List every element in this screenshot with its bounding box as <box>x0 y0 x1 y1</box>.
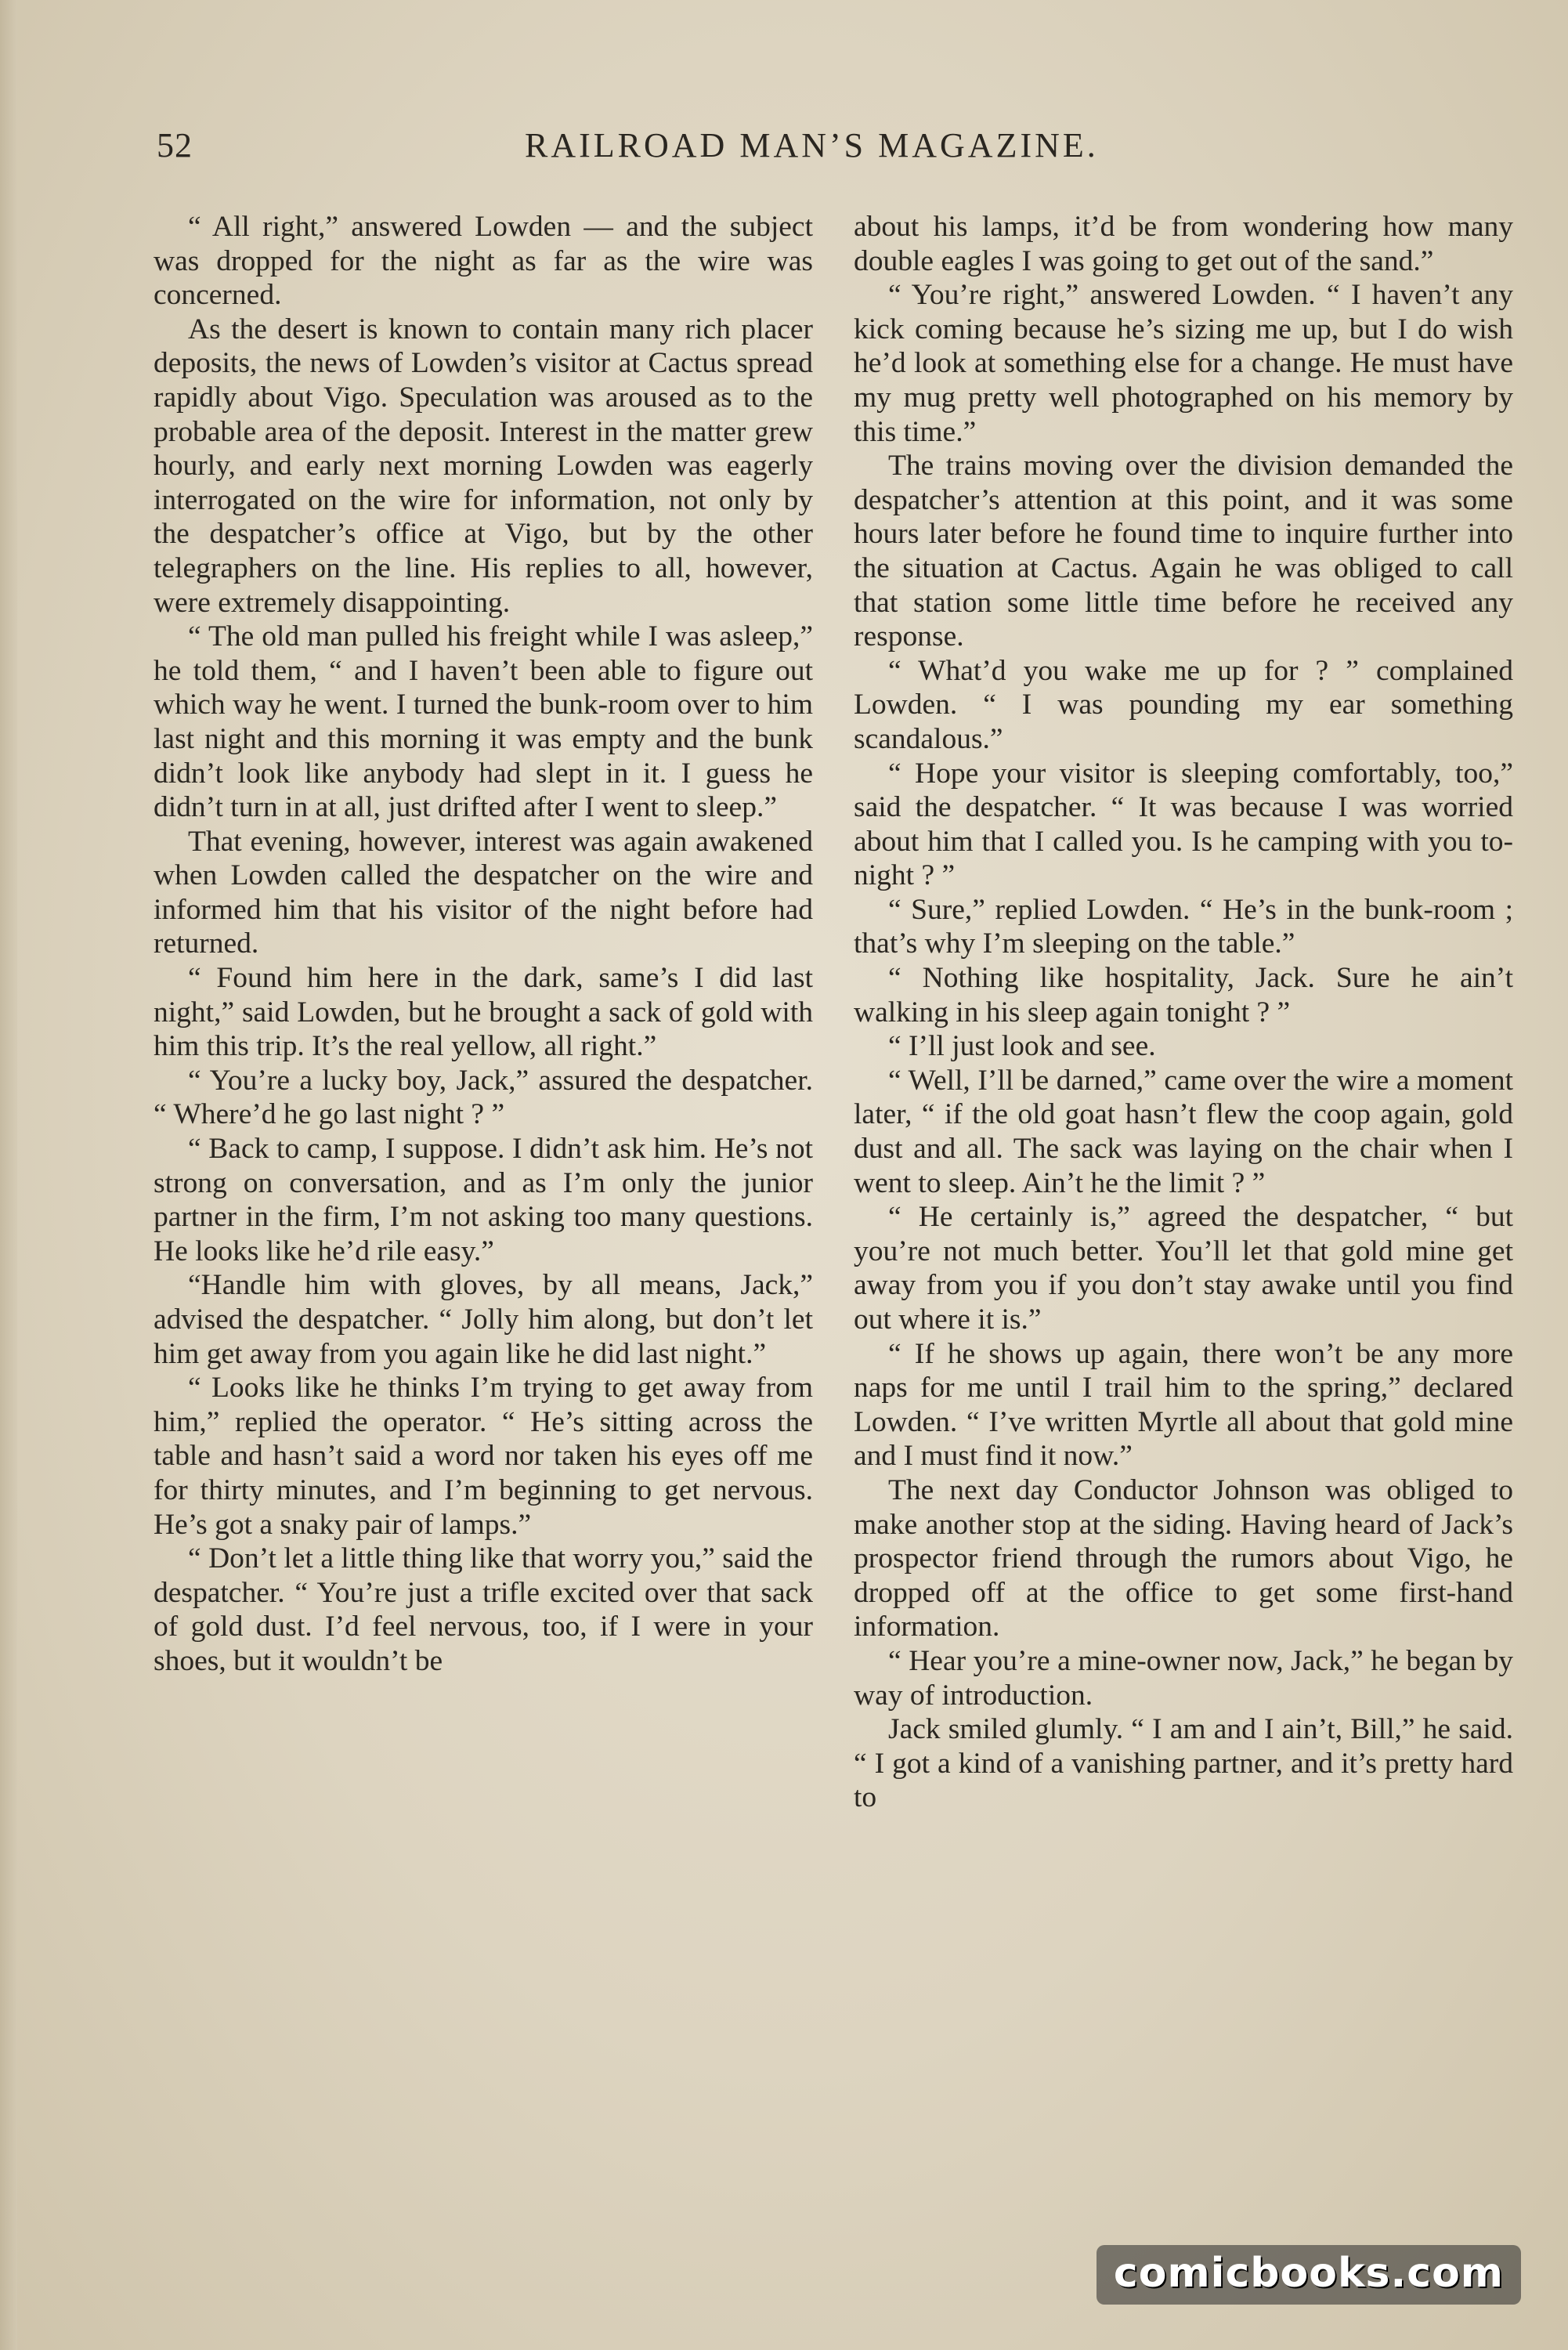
paragraph: That evening, however, interest was again awakened when Lowden called the despatcher on the wire and informed him that his visitor of the night before had returned. <box>154 825 813 960</box>
paragraph: about his lamps, it’d be from wondering how many double eagles I was going to get out of the sand.” <box>854 211 1513 277</box>
paragraph: “ Hear you’re a mine-owner now, Jack,” he began by way of introduction. <box>854 1644 1513 1712</box>
page-number: 52 <box>157 126 193 164</box>
paragraph: The trains moving over the division demanded the despatcher’s attention at this point, and it was some hours later before he found time to inquire further into the situation at Cactus. Again he was obliged to call that station some little time before he received any response. <box>854 450 1513 653</box>
page-header <box>157 125 1504 172</box>
paragraph: “ Looks like he thinks I’m trying to get away from him,” replied the operator. “ He’s sitting across the table and hasn’t said a word nor taken his eyes off me for thirty minutes, and I’m beginning to get nervous. He’s got a snaky pair of lamps.” <box>154 1372 813 1541</box>
page-binding-edge <box>0 0 17 2350</box>
paragraph: “ I’ll just look and see. <box>888 1030 1156 1063</box>
paragraph: As the desert is known to contain many rich placer deposits, the news of Lowden’s visitor at Cactus spread rapidly about Vigo. Speculation was aroused as to the probable area of the deposit. Interest in the matter grew hourly, and early next morning Lowden was eagerly interrogated on the wire for information, not only by the despatcher’s office at Vigo, but by the other telegraphers on the line. His replies to all, however, were extremely disappointing. <box>154 313 813 619</box>
paragraph: “ Well, I’ll be darned,” came over the wire a moment later, “ if the old goat hasn’t flew the coop again, gold dust and all. The sack was laying on the chair when I went to sleep. Ain’t he the limit ? ” <box>854 1064 1513 1199</box>
paragraph: “ You’re a lucky boy, Jack,” assured the despatcher. “ Where’d he go last night ? ” <box>154 1064 813 1131</box>
paragraph: “ He certainly is,” agreed the despatcher, “ but you’re not much better. You’ll let that gold mine get away from you if you don’t stay awake until you find out where it is.” <box>854 1201 1513 1336</box>
paragraph: Jack smiled glumly. “ I am and I ain’t, Bill,” he said. “ I got a kind of a vanishing partner, and it’s pretty hard to <box>854 1713 1513 1814</box>
paragraph: “ All right,” answered Lowden — and the subject was dropped for the night as far as the wire was concerned. <box>154 211 813 312</box>
paragraph: “ What’d you wake me up for ? ” complained Lowden. “ I was pounding my ear something scandalous.” <box>854 654 1513 755</box>
right-column <box>854 210 1513 1815</box>
paragraph: “Handle him with gloves, by all means, Jack,” advised the despatcher. “ Jolly him along, but don’t let him get away from you again like he did last night.” <box>154 1269 813 1370</box>
paragraph: “ If he shows up again, there won’t be any more naps for me until I trail him to the spring,” declared Lowden. “ I’ve written Myrtle all about that gold mine and I must find it now.” <box>854 1337 1513 1473</box>
paragraph: “ Hope your visitor is sleeping comfortably, too,” said the despatcher. “ It was because I was worried about him that I called you. Is he camping with you to-night ? ” <box>854 757 1513 892</box>
paragraph: “ The old man pulled his freight while I was asleep,” he told them, “ and I haven’t been able to figure out which way he went. I turned the bunk-room over to him last night and this morning it was empty and the bunk didn’t look like anybody had slept in it. I guess he didn’t turn in at all, just drifted after I went to sleep.” <box>154 620 813 824</box>
running-head: RAILROAD MAN’S MAGAZINE. <box>525 126 1099 164</box>
paragraph: “ Found him here in the dark, same’s I did last night,” said Lowden, but he brought a sack of gold with him this trip. It’s the real yellow, all right.” <box>154 962 813 1063</box>
watermark-logo: comicbooks.com <box>1097 2245 1521 2305</box>
paragraph: “ Back to camp, I suppose. I didn’t ask him. He’s not strong on conversation, and as I’m only the junior partner in the firm, I’m not asking too many questions. He looks like he’d rile easy.” <box>154 1133 813 1267</box>
paragraph: “ Don’t let a little thing like that worry you,” said the despatcher. “ You’re just a trifle excited over that sack of gold dust. I’d feel nervous, too, if I were in your shoes, but it wouldn’t be <box>154 1542 813 1677</box>
paragraph: The next day Conductor Johnson was obliged to make another stop at the siding. Having heard of Jack’s prospector friend through the rumors about Vigo, he dropped off at the office to get some first-hand information. <box>854 1473 1513 1643</box>
paragraph: “ Sure,” replied Lowden. “ He’s in the bunk-room ; that’s why I’m sleeping on the table.” <box>854 893 1513 960</box>
left-column <box>154 210 813 1679</box>
paragraph: “ You’re right,” answered Lowden. “ I haven’t any kick coming because he’s sizing me up, but I do wish he’d look at something else for a change. He must have my mug pretty well photographed on his memory by this time.” <box>854 279 1513 448</box>
paragraph: “ Nothing like hospitality, Jack. Sure he ain’t walking in his sleep again tonight ? ” <box>854 962 1513 1029</box>
